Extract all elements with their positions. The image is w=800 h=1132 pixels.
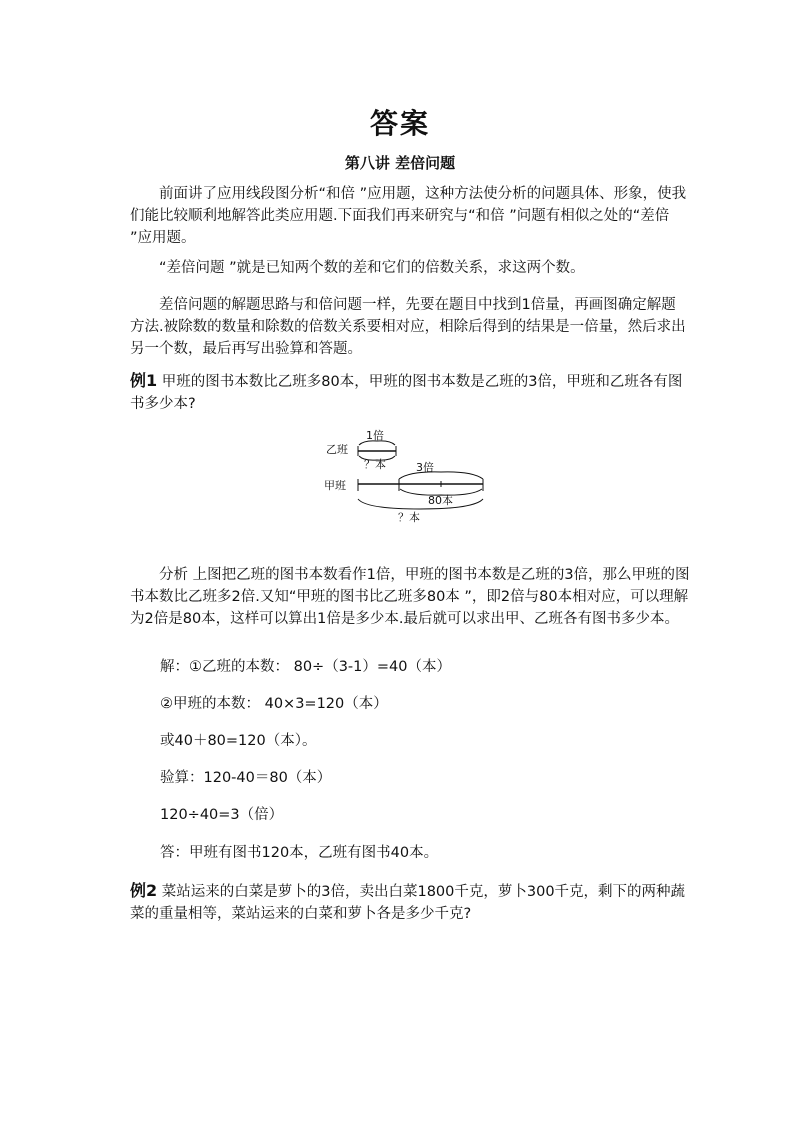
line-segment-diagram [320,425,500,525]
check-step-2: 120÷40=3（倍） [160,807,284,823]
check-step-1: 验算：120-40＝80（本） [160,770,332,786]
intro-paragraph-2: “差倍问题 ”就是已知两个数的差和它们的倍数关系，求这两个数。 [159,260,585,276]
intro-paragraph-3: 差倍问题的解题思路与和倍问题一样，先要在题目中找到1倍量，再画图确定解题方法.被除数的数量和除数的倍数关系要相对应，相除后得到的结果是一倍量，然后求出另一个数，最后再写出验算和答题。 [130,297,686,357]
page-title: 答案 [369,107,430,140]
example-1-label: 例1 [130,371,158,390]
example-2-text: 菜站运来的白菜是萝卜的3倍，卖出白菜1800千克，萝卜300千克，剩下的两种蔬菜的重量相等，菜站运来的白菜和萝卜各是多少千克? [130,884,686,922]
brace-three-times [399,472,483,479]
brace-unknown-a [358,499,483,509]
example-2-question [130,880,690,925]
example-1-text: 甲班的图书本数比乙班多80本，甲班的图书本数是乙班的3倍，甲班和乙班各有图书多少本? [130,374,683,412]
label-one-times: 1倍 [366,429,384,442]
diagram-label-class-b: 乙班 [326,443,348,456]
solution-step-2: ②甲班的本数： 40×3=120（本） [160,696,388,712]
solution-alternative: 或40＋80=120（本）。 [160,733,317,749]
solution-step-1: 解：①乙班的本数： 80÷（3-1）=40（本） [160,659,451,675]
lesson-subtitle: 第八讲 差倍问题 [344,154,456,172]
example-1-analysis: 分析 上图把乙班的图书本数看作1倍，甲班的图书本数是乙班的3倍，那么甲班的图书本数比乙班多2倍.又知“甲班的图书比乙班多80本 ”，即2倍与80本相对应，可以理解为2倍是80本，这样可以算出1倍是多少本.最后就可以求出甲、乙班各有图书多少本。 [130,567,690,627]
intro-paragraph-1: 前面讲了应用线段图分析“和倍 ”应用题，这种方法使分析的问题具体、形象，使我们能比较顺利地解答此类应用题.下面我们再来研究与“和倍 ”问题有相似之处的“差倍 ”应用题。 [130,186,687,246]
diagram-label-class-a: 甲班 [324,479,346,492]
example-1-question [130,370,690,415]
label-unknown-a: ？本 [398,511,420,524]
label-unknown-b: ？本 [364,458,386,471]
final-answer: 答：甲班有图书120本，乙班有图书40本。 [160,845,439,861]
example-2-label: 例2 [130,881,158,900]
label-three-times: 3倍 [416,461,434,474]
label-difference: 80本 [428,494,453,507]
